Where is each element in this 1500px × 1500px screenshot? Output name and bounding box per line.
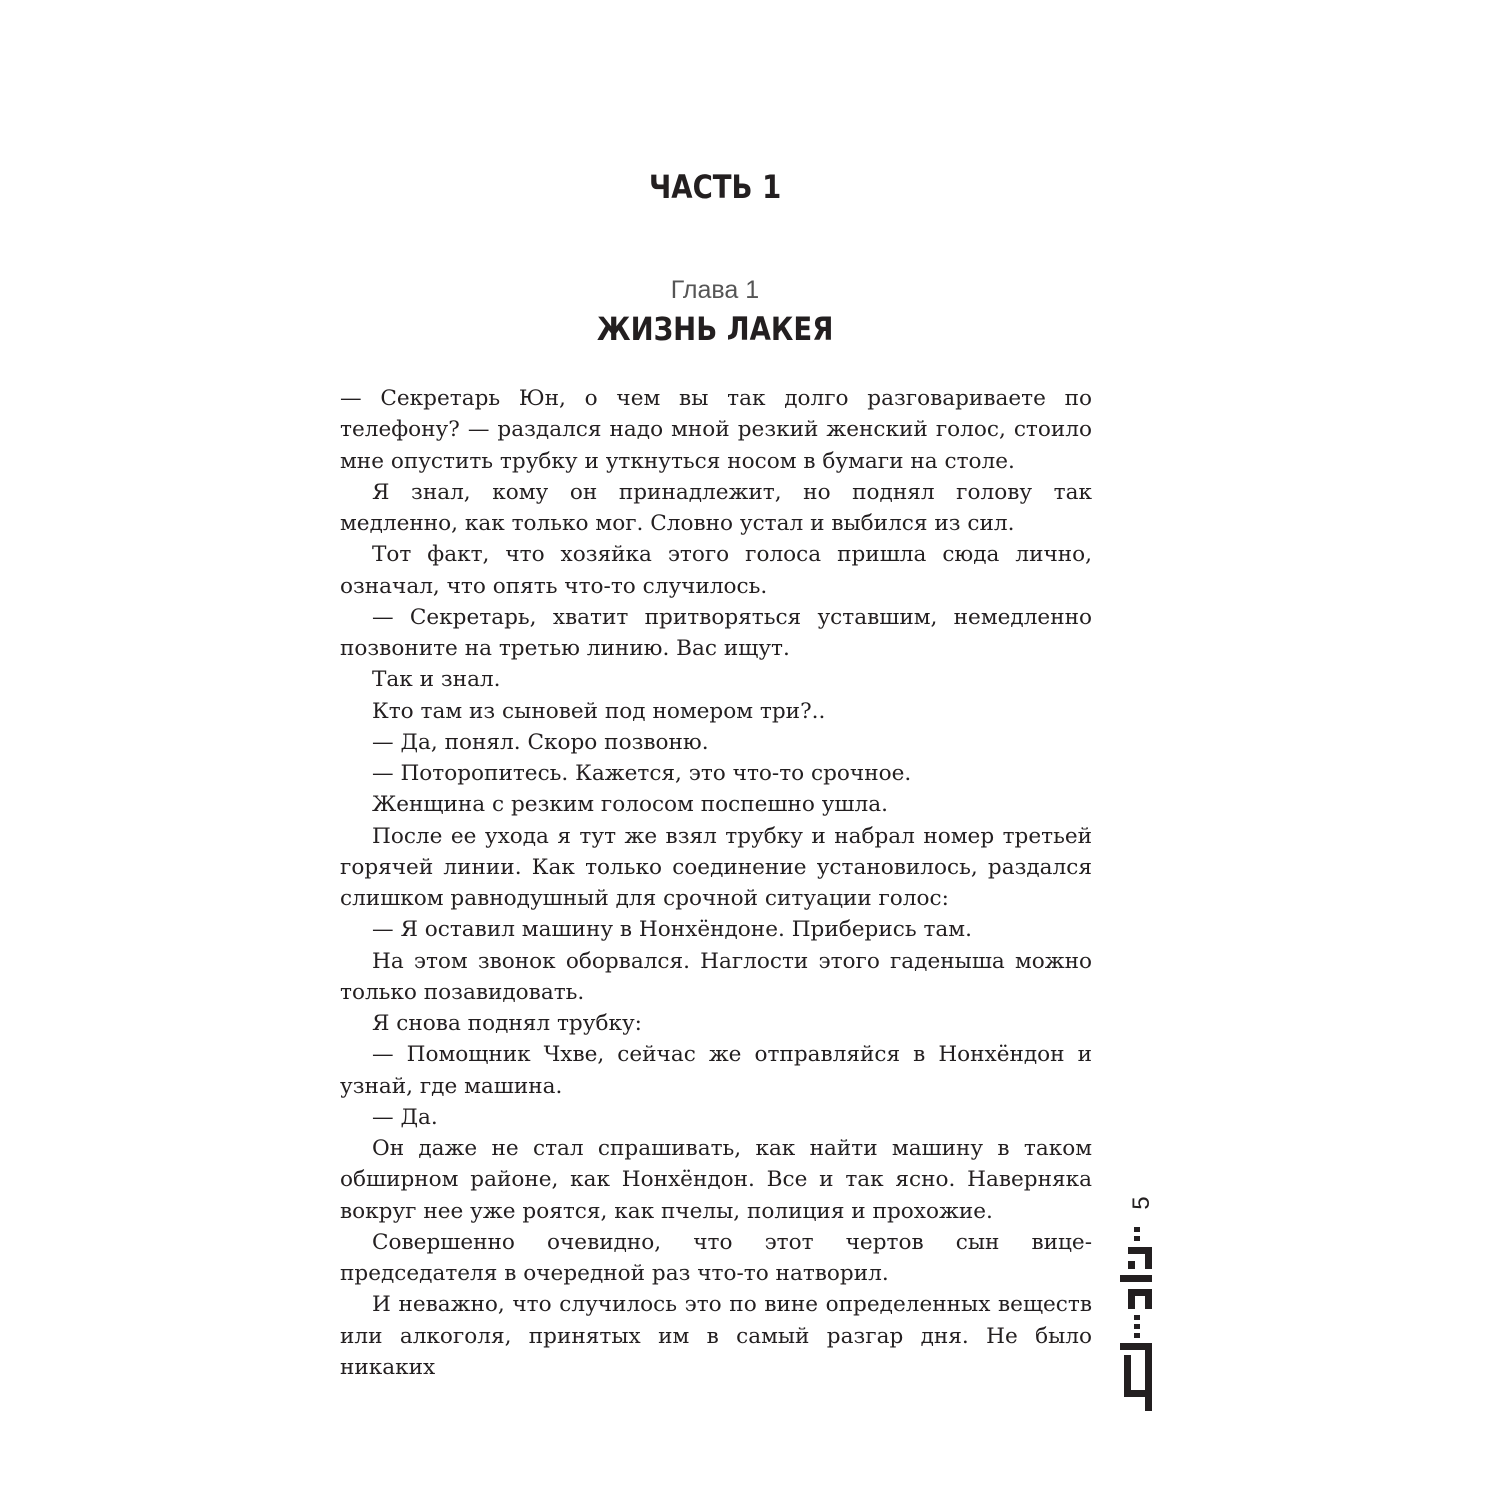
paragraph: Женщина с резким голосом поспешно ушла.	[372, 792, 888, 818]
paragraph: — Да.	[372, 1104, 438, 1130]
page-number: 5	[1128, 1196, 1155, 1210]
paragraph: — Секретарь, хватит притворяться уставшим, немедленно позвоните на третью линию. Вас ищут.	[340, 604, 1092, 661]
paragraph: Так и знал.	[372, 667, 501, 693]
paragraph: — Помощник Чхве, сейчас же отправляйся в Нонхёндон и узнай, где машина.	[340, 1042, 1092, 1099]
part-title: ЧАСТЬ 1	[649, 168, 782, 206]
paragraph: Совершенно очевидно, что этот чертов сын вице-председателя в очередной раз что-то натворил.	[340, 1229, 1092, 1286]
paragraph: — Да, понял. Скоро позвоню.	[372, 729, 709, 755]
paragraph: Кто там из сыновей под номером три?..	[372, 698, 826, 724]
paragraph: На этом звонок оборвался. Наглости этого гаденыша можно только позавидовать.	[340, 948, 1092, 1005]
paragraph: Тот факт, что хозяйка этого голоса пришла сюда лично, означал, что опять что-то случилось.	[340, 542, 1092, 599]
paragraph: — Секретарь Юн, о чем вы так долго разговариваете по телефону? — раздался надо мной резкий женский голос, стоило мне опустить трубку и уткнуться носом в бумаги на столе.	[340, 386, 1092, 474]
paragraph: Я знал, кому он принадлежит, но поднял голову так медленно, как только мог. Словно устал и выбился из сил.	[340, 479, 1092, 536]
paragraph: И неважно, что случилось это по вине определенных веществ или алкоголя, принятых им в самый разгар дня. Не было никаких	[340, 1292, 1092, 1380]
paragraph: После ее ухода я тут же взял трубку и набрал номер третьей горячей линии. Как только соединение установилось, раздался слишком равнодушный для срочной ситуации голос:	[340, 823, 1092, 911]
paragraph: Он даже не стал спрашивать, как найти машину в таком обширном районе, как Нонхёндон. Все и так ясно. Наверняка вокруг нее уже роятся, как пчелы, полиция и прохожие.	[340, 1136, 1092, 1224]
chapter-title: ЖИЗНЬ ЛАКЕЯ	[596, 310, 834, 348]
body-text	[340, 383, 1092, 1383]
chapter-label: Глава 1	[670, 276, 760, 304]
paragraph: Я снова поднял трубку:	[372, 1011, 642, 1036]
paragraph: — Поторопитесь. Кажется, это что-то срочное.	[372, 761, 912, 786]
paragraph: — Я оставил машину в Нонхёндоне. Приберись там.	[372, 917, 972, 943]
logo-glyph-icon	[1118, 1225, 1158, 1415]
